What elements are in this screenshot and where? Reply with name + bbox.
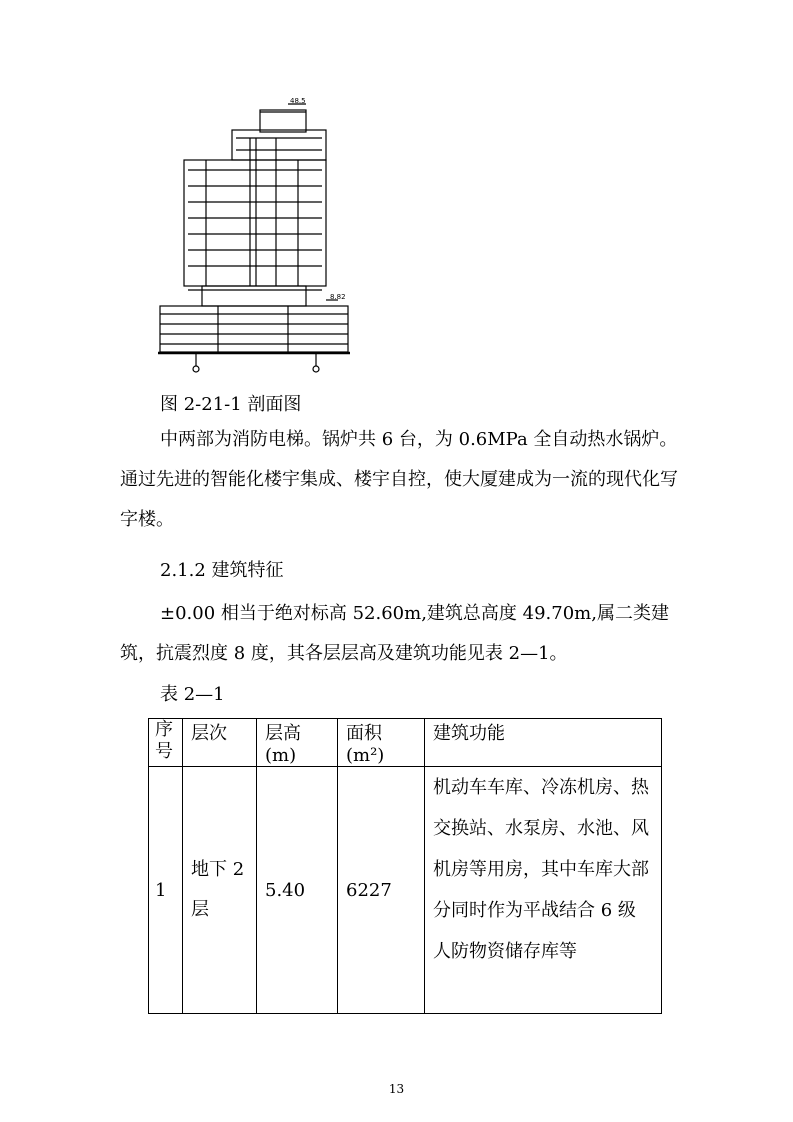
figure-caption: 图 2-21-1 剖面图 <box>160 394 302 415</box>
cell-no: 1 <box>149 767 183 1014</box>
header-function: 建筑功能 <box>425 719 662 767</box>
paragraph-2 <box>120 594 680 674</box>
page-number: 13 <box>388 1082 405 1096</box>
table-row <box>149 767 662 1014</box>
header-height: 层高(m) <box>257 719 338 767</box>
table-header-row <box>149 719 662 767</box>
elevation-top-label: 48.5 <box>290 97 306 105</box>
cell-function: 机动车车库、冷冻机房、热交换站、水泵房、水池、风机房等用房，其中车库大部分同时作为平战结合 6 级人防物资储存库等 <box>425 767 662 1014</box>
cell-area: 6227 <box>338 767 425 1014</box>
table-caption: 表 2—1 <box>160 684 225 705</box>
header-no: 序号 <box>149 719 183 767</box>
paragraph-1 <box>120 420 680 540</box>
header-floor: 层次 <box>183 719 257 767</box>
cell-floor: 地下 2 层 <box>183 767 257 1014</box>
paragraph-1-text: 中两部为消防电梯。锅炉共 6 台，为 0.6MPa 全自动热水锅炉。通过先进的智能化楼宇集成、楼宇自控，使大厦建成为一流的现代化写字楼。 <box>120 429 678 530</box>
cell-height: 5.40 <box>257 767 338 1014</box>
section-drawing <box>158 98 358 376</box>
header-area: 面积(m²) <box>338 719 425 767</box>
section-heading: 2.1.2 建筑特征 <box>160 560 284 581</box>
elevation-podium-label: 8.82 <box>330 293 346 301</box>
floor-table <box>148 718 662 1014</box>
paragraph-2-text: ±0.00 相当于绝对标高 52.60m,建筑总高度 49.70m,属二类建筑，抗震烈度 8 度，其各层层高及建筑功能见表 2—1。 <box>120 603 669 664</box>
